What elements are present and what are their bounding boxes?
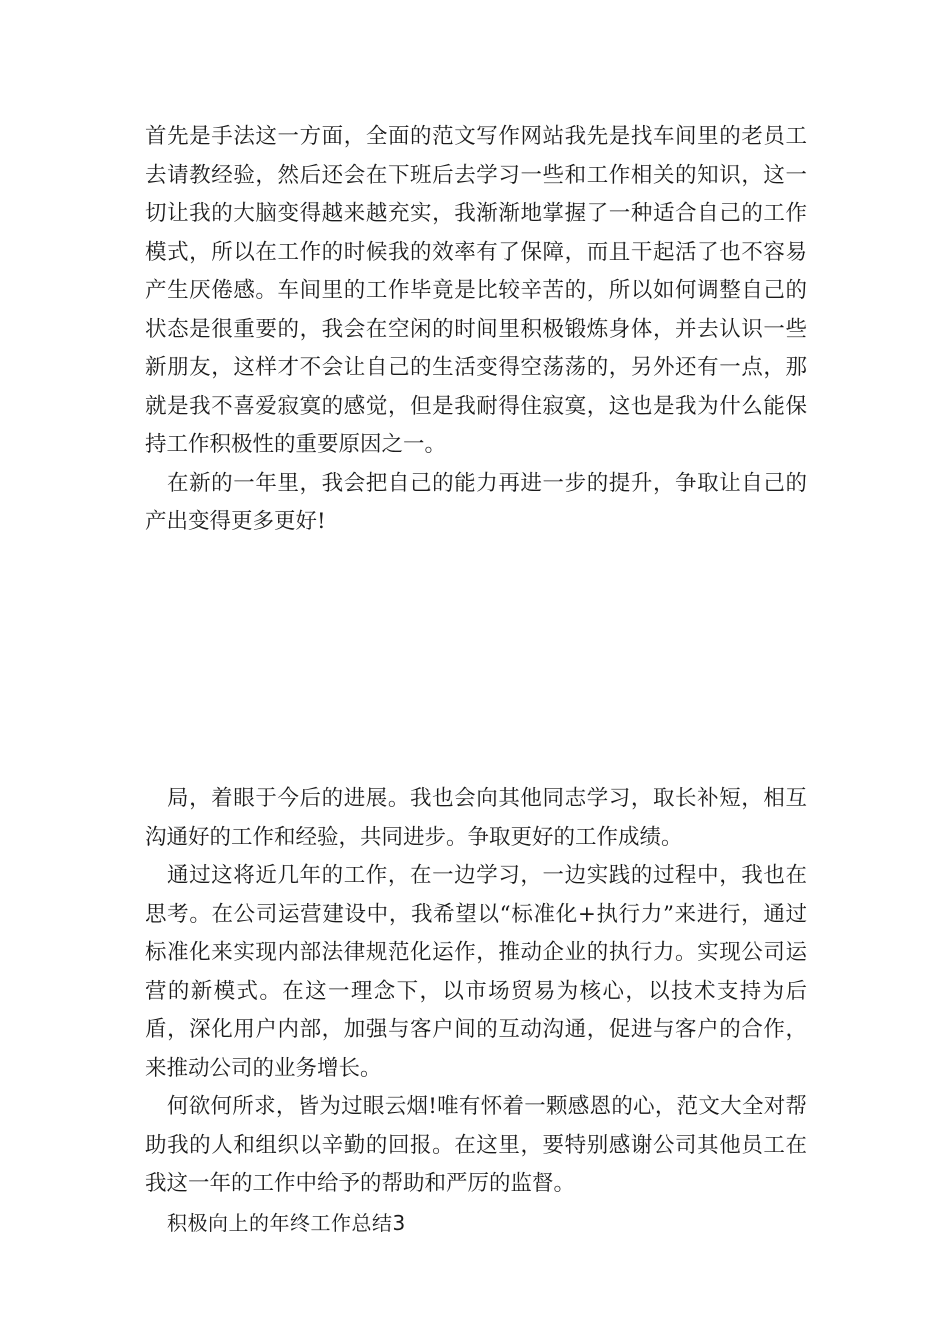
paragraph-reflection: 通过这将近几年的工作，在一边学习，一边实践的过程中，我也在思考。在公司运营建设中，我希望以“标准化+执行力”来进行，通过标准化来实现内部法律规范化运作，推动企业的执行力。实现公司运营的新模式。在这一理念下，以市场贸易为核心，以技术支持为后盾，深化用户内部，加强与客户间的互动沟通，促进与客户的合作，来推动公司的业务增长。 xyxy=(145,863,807,1081)
bottom-text-block xyxy=(145,780,807,1242)
section-heading: 积极向上的年终工作总结3 xyxy=(167,1210,406,1235)
paragraph-technique: 首先是手法这一方面，全面的范文写作网站我先是找车间里的老员工去请教经验，然后还会在下班后去学习一些和工作相关的知识，这一切让我的大脑变得越来越充实，我渐渐地掌握了一种适合自己的工作模式，所以在工作的时候我的效率有了保障，而且干起活了也不容易产生厌倦感。车间里的工作毕竟是比较辛苦的，所以如何调整自己的状态是很重要的，我会在空闲的时间里积极锻炼身体，并去认识一些新朋友，这样才不会让自己的生活变得空荡荡的，另外还有一点，那就是我不喜爱寂寞的感觉，但是我耐得住寂寞，这也是我为什么能保持工作积极性的重要原因之一。 xyxy=(145,124,807,457)
paragraph-gratitude: 何欲何所求，皆为过眼云烟!唯有怀着一颗感恩的心，范文大全对帮助我的人和组织以辛勤的回报。在这里，要特别感谢公司其他员工在我这一年的工作中给予的帮助和严厉的监督。 xyxy=(145,1094,807,1196)
paragraph-development: 局，着眼于今后的进展。我也会向其他同志学习，取长补短，相互沟通好的工作和经验，共同进步。争取更好的工作成绩。 xyxy=(145,786,807,850)
top-text-block xyxy=(145,118,807,542)
paragraph-new-year: 在新的一年里，我会把自己的能力再进一步的提升，争取让自己的产出变得更多更好! xyxy=(145,470,807,534)
